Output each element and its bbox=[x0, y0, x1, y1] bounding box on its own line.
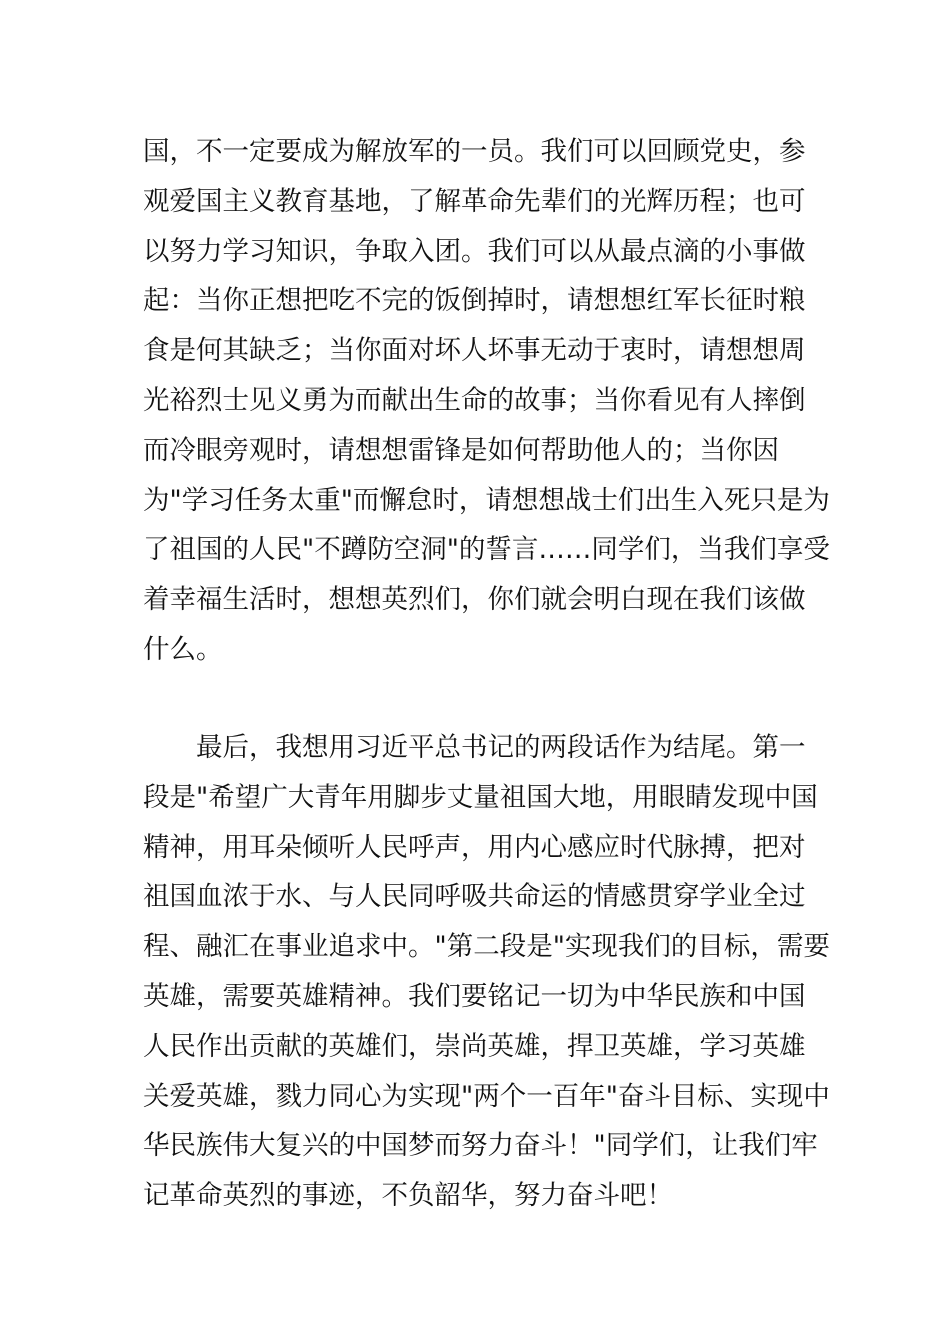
text-line: 人民作出贡献的英雄们，崇尚英雄，捍卫英雄，学习英雄 bbox=[143, 1030, 806, 1062]
text-line: 观爱国主义教育基地，了解革命先辈们的光辉历程；也可 bbox=[143, 185, 806, 217]
text-line: 华民族伟大复兴的中国梦而努力奋斗！"同学们，让我们牢 bbox=[143, 1130, 818, 1162]
text-line: 祖国血浓于水、与人民同呼吸共命运的情感贯穿学业全过 bbox=[143, 881, 806, 913]
text-line: 以努力学习知识，争取入团。我们可以从最点滴的小事做 bbox=[143, 235, 806, 267]
text-line: 最后，我想用习近平总书记的两段话作为结尾。第一 bbox=[143, 732, 806, 763]
text-line: 记革命英烈的事迹，不负韶华，努力奋斗吧！ bbox=[143, 1180, 673, 1212]
text-line: 光裕烈士见义勇为而献出生命的故事；当你看见有人摔倒 bbox=[143, 384, 806, 416]
text-line: 食是何其缺乏；当你面对坏人坏事无动于衷时，请想想周 bbox=[143, 335, 806, 367]
text-line: 关爱英雄，戮力同心为实现"两个一百年"奋斗目标、实现中 bbox=[143, 1080, 830, 1112]
paragraph-2 bbox=[143, 723, 830, 1221]
paragraph-1 bbox=[143, 127, 830, 675]
text-line: 英雄，需要英雄精神。我们要铭记一切为中华民族和中国 bbox=[143, 980, 806, 1012]
text-line: 了祖国的人民"不蹲防空洞"的誓言……同学们，当我们享受 bbox=[143, 534, 830, 566]
text-line: 段是"希望广大青年用脚步丈量祖国大地，用眼睛发现中国 bbox=[143, 781, 818, 813]
text-line: 起：当你正想把吃不完的饭倒掉时，请想想红军长征时粮 bbox=[143, 285, 806, 317]
text-line: 程、融汇在事业追求中。"第二段是"实现我们的目标，需要 bbox=[143, 931, 830, 963]
text-line: 国，不一定要成为解放军的一员。我们可以回顾党史，参 bbox=[143, 136, 806, 167]
text-line: 为"学习任务太重"而懈怠时，请想想战士们出生入死只是为 bbox=[143, 484, 830, 516]
text-line: 什么。 bbox=[143, 633, 223, 665]
text-line: 着幸福生活时，想想英烈们，你们就会明白现在我们该做 bbox=[143, 584, 806, 616]
text-line: 而冷眼旁观时，请想想雷锋是如何帮助他人的；当你因 bbox=[143, 434, 779, 466]
text-line: 精神，用耳朵倾听人民呼声，用内心感应时代脉搏，把对 bbox=[143, 831, 806, 863]
